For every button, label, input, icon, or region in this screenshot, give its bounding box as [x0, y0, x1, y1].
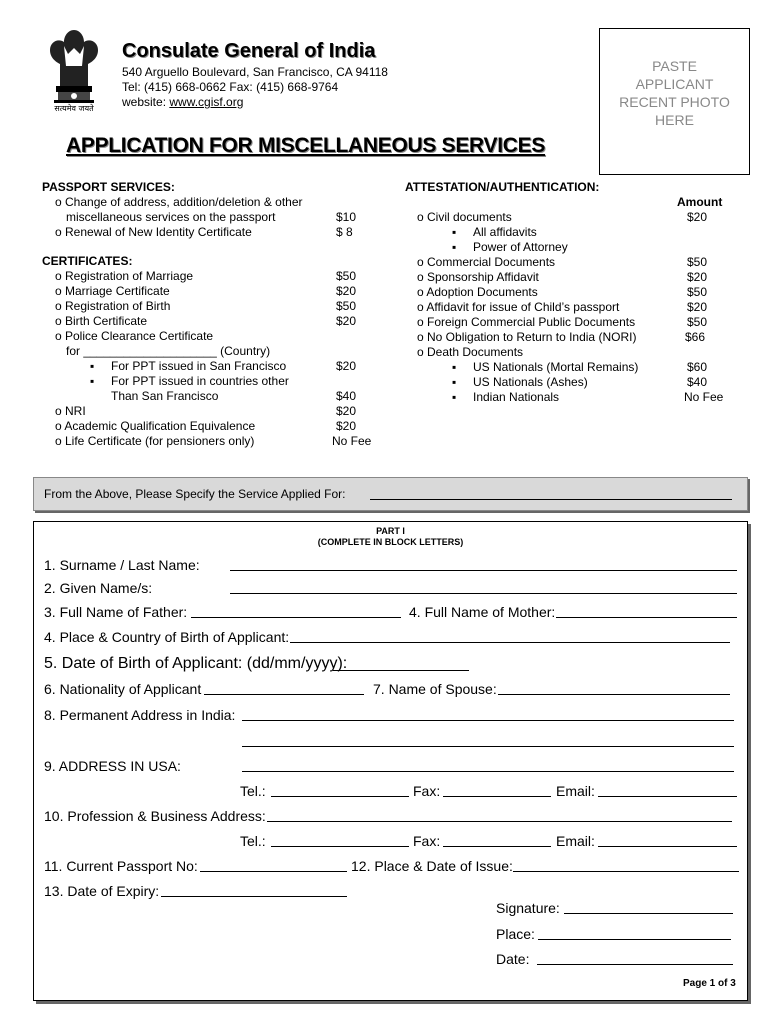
fee: $50 [336, 269, 357, 283]
police-ppt-other-cont: Than San Francisco [111, 389, 219, 403]
fee: $50 [687, 315, 708, 329]
birthplace-field[interactable] [290, 642, 730, 643]
amount-heading: Amount [677, 195, 723, 209]
business-fax-label: Fax: [413, 833, 441, 849]
place-label: Place: [496, 926, 535, 942]
fee: $40 [687, 375, 708, 389]
attestation-item-death[interactable]: o Death Documents [417, 345, 524, 359]
fee: $50 [687, 255, 708, 269]
fee: $66 [685, 330, 706, 344]
business-email-label: Email: [556, 833, 595, 849]
passport-no-field[interactable] [200, 871, 347, 872]
attestation-item[interactable]: o Adoption Documents [417, 285, 538, 299]
photo-box-line: HERE [655, 112, 694, 128]
website-label: website: [122, 95, 170, 109]
death-item: US Nationals (Ashes) [473, 375, 588, 389]
expiry-label: 13. Date of Expiry: [44, 883, 160, 899]
nationality-field[interactable] [204, 694, 364, 695]
fee: $20 [687, 270, 708, 284]
bullet-icon: ▪ [452, 240, 457, 254]
attestation-item-civil[interactable]: o Civil documents [417, 210, 512, 224]
fee: $ 8 [336, 225, 353, 239]
expiry-field[interactable] [161, 896, 347, 897]
usa-email-label: Email: [556, 783, 595, 799]
bullet-icon: ▪ [90, 359, 95, 373]
page-number: Page 1 of 3 [683, 978, 736, 989]
issue-field[interactable] [513, 871, 739, 872]
fee: No Fee [684, 390, 724, 404]
attestation-item[interactable]: o No Obligation to Return to India (NORI) [417, 330, 637, 344]
permanent-address-label: 8. Permanent Address in India: [44, 707, 236, 723]
dob-label: 5. Date of Birth of Applicant: (dd/mm/yyyy): [44, 655, 348, 672]
surname-label: 1. Surname / Last Name: [44, 557, 200, 573]
usa-fax-field[interactable] [443, 796, 551, 797]
usa-email-field[interactable] [598, 796, 737, 797]
fee: $60 [687, 360, 708, 374]
civil-affidavits: All affidavits [473, 225, 537, 239]
mother-name-label: 4. Full Name of Mother: [409, 604, 556, 620]
usa-address-field[interactable] [242, 771, 734, 772]
civil-poa: Power of Attorney [473, 240, 568, 254]
fee: $20 [687, 300, 708, 314]
certificate-item[interactable]: o Marriage Certificate [55, 284, 170, 298]
part-one-heading: PART I [376, 526, 405, 536]
part-one-subheading: (COMPLETE IN BLOCK LETTERS) [317, 537, 464, 547]
website-link[interactable]: www.cgisf.org [169, 95, 244, 109]
certificate-item-life[interactable]: o Life Certificate (for pensioners only) [55, 434, 255, 448]
spouse-name-field[interactable] [498, 694, 730, 695]
death-item: Indian Nationals [473, 390, 560, 404]
nationality-label: 6. Nationality of Applicant [44, 681, 202, 697]
profession-label: 10. Profession & Business Address: [44, 808, 266, 824]
passport-item-change-cont: miscellaneous services on the passport [66, 210, 276, 224]
fee: $20 [336, 359, 357, 373]
certificates-heading: CERTIFICATES: [42, 254, 133, 268]
passport-item-change[interactable]: o Change of address, addition/deletion & other [55, 195, 303, 209]
fee: $40 [336, 389, 357, 403]
service-specify-label: From the Above, Please Specify the Service Applied For: [44, 487, 346, 501]
date-field[interactable] [537, 964, 733, 965]
certificate-item-nri[interactable]: o NRI [55, 404, 86, 418]
business-email-field[interactable] [598, 846, 737, 847]
usa-fax-label: Fax: [413, 783, 441, 799]
emblem-motto: सत्यमेव जयते [54, 104, 94, 113]
page-title: APPLICATION FOR MISCELLANEOUS SERVICES [66, 134, 546, 157]
certificate-item[interactable]: o Birth Certificate [55, 314, 148, 328]
permanent-address-field[interactable] [242, 720, 734, 721]
fee: $50 [687, 285, 708, 299]
birthplace-label: 4. Place & Country of Birth of Applicant: [44, 629, 290, 645]
bullet-icon: ▪ [452, 225, 457, 239]
given-name-field[interactable] [230, 593, 737, 594]
bullet-icon: ▪ [90, 374, 95, 388]
usa-tel-label: Tel.: [240, 783, 266, 799]
photo-box-line: APPLICANT [635, 76, 714, 92]
death-item: US Nationals (Mortal Remains) [473, 360, 639, 374]
attestation-item[interactable]: o Sponsorship Affidavit [417, 270, 539, 284]
passport-services-heading: PASSPORT SERVICES: [42, 180, 175, 194]
fee: $20 [336, 419, 357, 433]
service-specify-field[interactable] [370, 499, 732, 500]
consulate-website [122, 95, 243, 109]
photo-box [599, 28, 750, 175]
profession-field[interactable] [267, 821, 732, 822]
certificate-item-aqe[interactable]: o Academic Qualification Equivalence [55, 419, 256, 433]
certificate-item[interactable]: o Registration of Marriage [55, 269, 194, 283]
police-ppt-sf: For PPT issued in San Francisco [111, 359, 287, 373]
signature-field[interactable] [564, 913, 733, 914]
given-name-label: 2. Given Name/s: [44, 580, 153, 596]
photo-box-line: PASTE [652, 58, 697, 74]
fee: $10 [336, 210, 357, 224]
permanent-address-field-2[interactable] [242, 746, 734, 747]
signature-label: Signature: [496, 900, 560, 916]
bullet-icon: ▪ [452, 360, 457, 374]
fee: No Fee [332, 434, 372, 448]
father-name-field[interactable] [191, 617, 401, 618]
usa-address-label: 9. ADDRESS IN USA: [44, 758, 181, 774]
issue-label: 12. Place & Date of Issue: [351, 858, 513, 874]
attestation-item[interactable]: o Affidavit for issue of Child’s passport [417, 300, 620, 314]
usa-tel-field[interactable] [271, 796, 409, 797]
business-tel-field[interactable] [271, 846, 409, 847]
consulate-phone-fax: Tel: (415) 668-0662 Fax: (415) 668-9764 [122, 80, 339, 94]
mother-name-field[interactable] [556, 617, 737, 618]
passport-no-label: 11. Current Passport No: [44, 858, 198, 874]
fee: $20 [336, 284, 357, 298]
fee: $20 [336, 314, 357, 328]
photo-box-line: RECENT PHOTO [619, 94, 730, 110]
certificate-item-police[interactable]: o Police Clearance Certificate [55, 329, 214, 343]
consulate-address: 540 Arguello Boulevard, San Francisco, CA 94118 [122, 65, 388, 79]
fee: $20 [336, 404, 357, 418]
bullet-icon: ▪ [452, 390, 457, 404]
attestation-item[interactable]: o Foreign Commercial Public Documents [417, 315, 636, 329]
attestation-item[interactable]: o Commercial Documents [417, 255, 556, 269]
certificate-item[interactable]: o Registration of Birth [55, 299, 171, 313]
fee: $50 [336, 299, 357, 313]
place-field[interactable] [538, 939, 731, 940]
passport-item-renewal[interactable]: o Renewal of New Identity Certificate [55, 225, 252, 239]
consulate-name: Consulate General of India [122, 40, 376, 62]
spouse-name-label: 7. Name of Spouse: [373, 681, 497, 697]
bullet-icon: ▪ [452, 375, 457, 389]
business-fax-field[interactable] [443, 846, 551, 847]
police-country-field[interactable]: for ____________________ (Country) [66, 344, 271, 358]
father-name-label: 3. Full Name of Father: [44, 604, 188, 620]
attestation-heading: ATTESTATION/AUTHENTICATION: [405, 180, 600, 194]
business-tel-label: Tel.: [240, 833, 266, 849]
fee: $20 [687, 210, 708, 224]
date-label: Date: [496, 951, 530, 967]
dob-field[interactable] [333, 670, 469, 671]
surname-field[interactable] [230, 570, 737, 571]
police-ppt-other: For PPT issued in countries other [111, 374, 289, 388]
